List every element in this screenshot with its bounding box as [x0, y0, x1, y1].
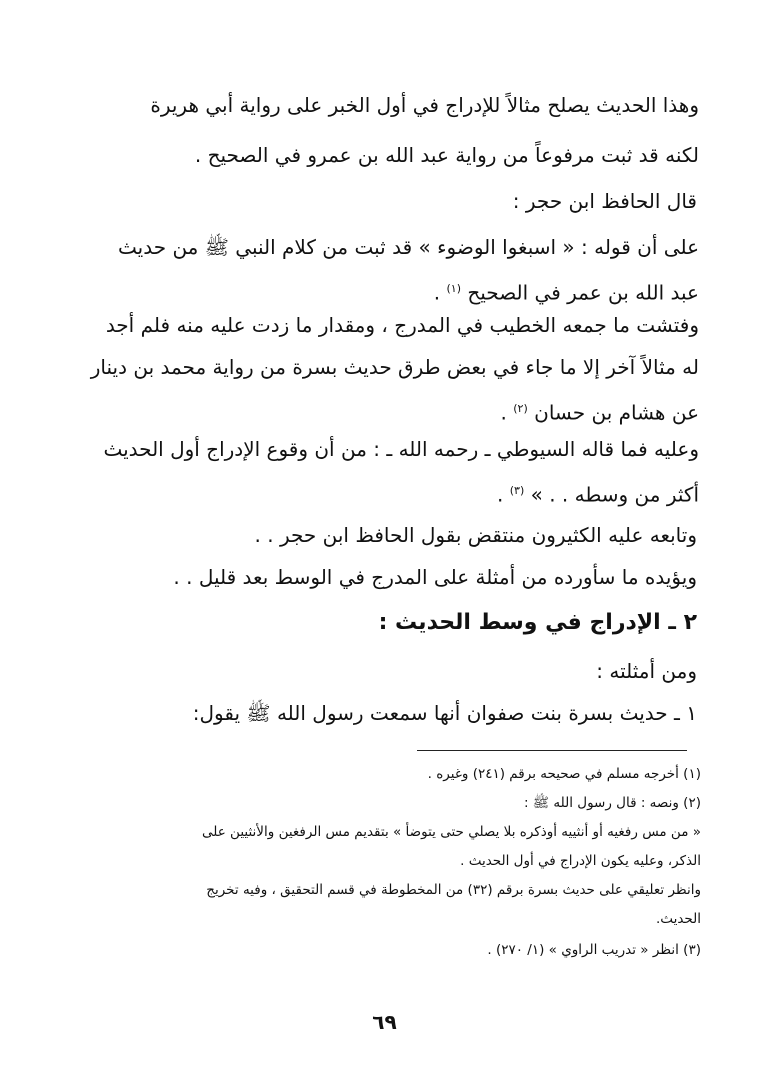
- paragraph-3-line-2-end: .: [433, 280, 441, 305]
- paragraph-5-line-1: وعليه فما قاله السيوطي ـ رحمه الله ـ : من أن وقوع الإدراج أول الحديث: [103, 437, 699, 461]
- paragraph-9-line-1: ١ ـ حديث بسرة بنت صفوان أنها سمعت رسول الله ﷺ يقول:: [192, 701, 697, 725]
- paragraph-4-line-3-end: .: [500, 400, 507, 425]
- footnote-2-line-2: « من مس رفغيه أو أنثييه أوذكره بلا يصلي حتى يتوضأ » بتقديم مس الرفغين والأنثيين على: [201, 824, 701, 840]
- footnote-separator: [417, 750, 687, 751]
- paragraph-2-line-1: قال الحافظ ابن حجر :: [512, 189, 697, 213]
- footnote-2: (٢) ونصه : قال رسول الله ﷺ :: [523, 795, 701, 811]
- footnote-2-line-5: الحديث.: [656, 911, 701, 927]
- paragraph-4-line-2: له مثالاً آخر إلا ما جاء في بعض طرق حديث بسرة من رواية محمد بن دينار: [90, 355, 699, 379]
- section-heading: ٢ ـ الإدراج في وسط الحديث :: [378, 610, 697, 635]
- paragraph-1-line-1: وهذا الحديث يصلح مثالاً للإدراج في أول الخبر على رواية أبي هريرة: [150, 93, 699, 117]
- footnote-2-line-3: الذكر، وعليه يكون الإدراج في أول الحديث .: [460, 853, 701, 869]
- paragraph-4-line-1: وفتشت ما جمعه الخطيب في المدرج ، ومقدار ما زدت عليه منه فلم أجد: [105, 313, 699, 337]
- footnote-ref-1: (١): [446, 282, 461, 295]
- footnote-3: (٣) انظر « تدريب الراوي » (١/ ٢٧٠) .: [487, 942, 701, 958]
- paragraph-1-line-2: لكنه قد ثبت مرفوعاً من رواية عبد الله بن عمرو في الصحيح .: [194, 143, 699, 167]
- paragraph-8-line-1: ومن أمثلته :: [596, 659, 697, 683]
- footnote-1: (١) أخرجه مسلم في صحيحه برقم (٢٤١) وغيره .: [427, 766, 701, 782]
- paragraph-3-line-2-text: عبد الله بن عمر في الصحيح: [467, 280, 699, 305]
- paragraph-7-line-1: ويؤيده ما سأورده من أمثلة على المدرج في الوسط بعد قليل . .: [173, 565, 697, 589]
- paragraph-5-line-2: [69, 478, 699, 508]
- paragraph-6-line-1: وتابعه عليه الكثيرون منتقض بقول الحافظ ابن حجر . .: [254, 523, 697, 547]
- footnote-ref-2: (٢): [513, 402, 528, 415]
- paragraph-5-line-2-end: .: [497, 482, 504, 507]
- footnote-2-line-4: وانظر تعليقي على حديث بسرة برقم (٣٢) من المخطوطة في قسم التحقيق ، وفيه تخريج: [206, 882, 701, 898]
- paragraph-5-line-2-text: أكثر من وسطه . . »: [530, 482, 699, 507]
- page-number: ٦٩: [372, 1010, 397, 1034]
- footnote-ref-3: (٣): [509, 484, 525, 497]
- paragraph-3-line-1: على أن قوله : « اسبغوا الوضوء » قد ثبت من كلام النبي ﷺ من حديث: [118, 235, 699, 259]
- paragraph-4-line-3-text: عن هشام بن حسان: [534, 400, 699, 425]
- paragraph-4-line-3: [69, 396, 699, 426]
- paragraph-3-line-2: [69, 276, 699, 306]
